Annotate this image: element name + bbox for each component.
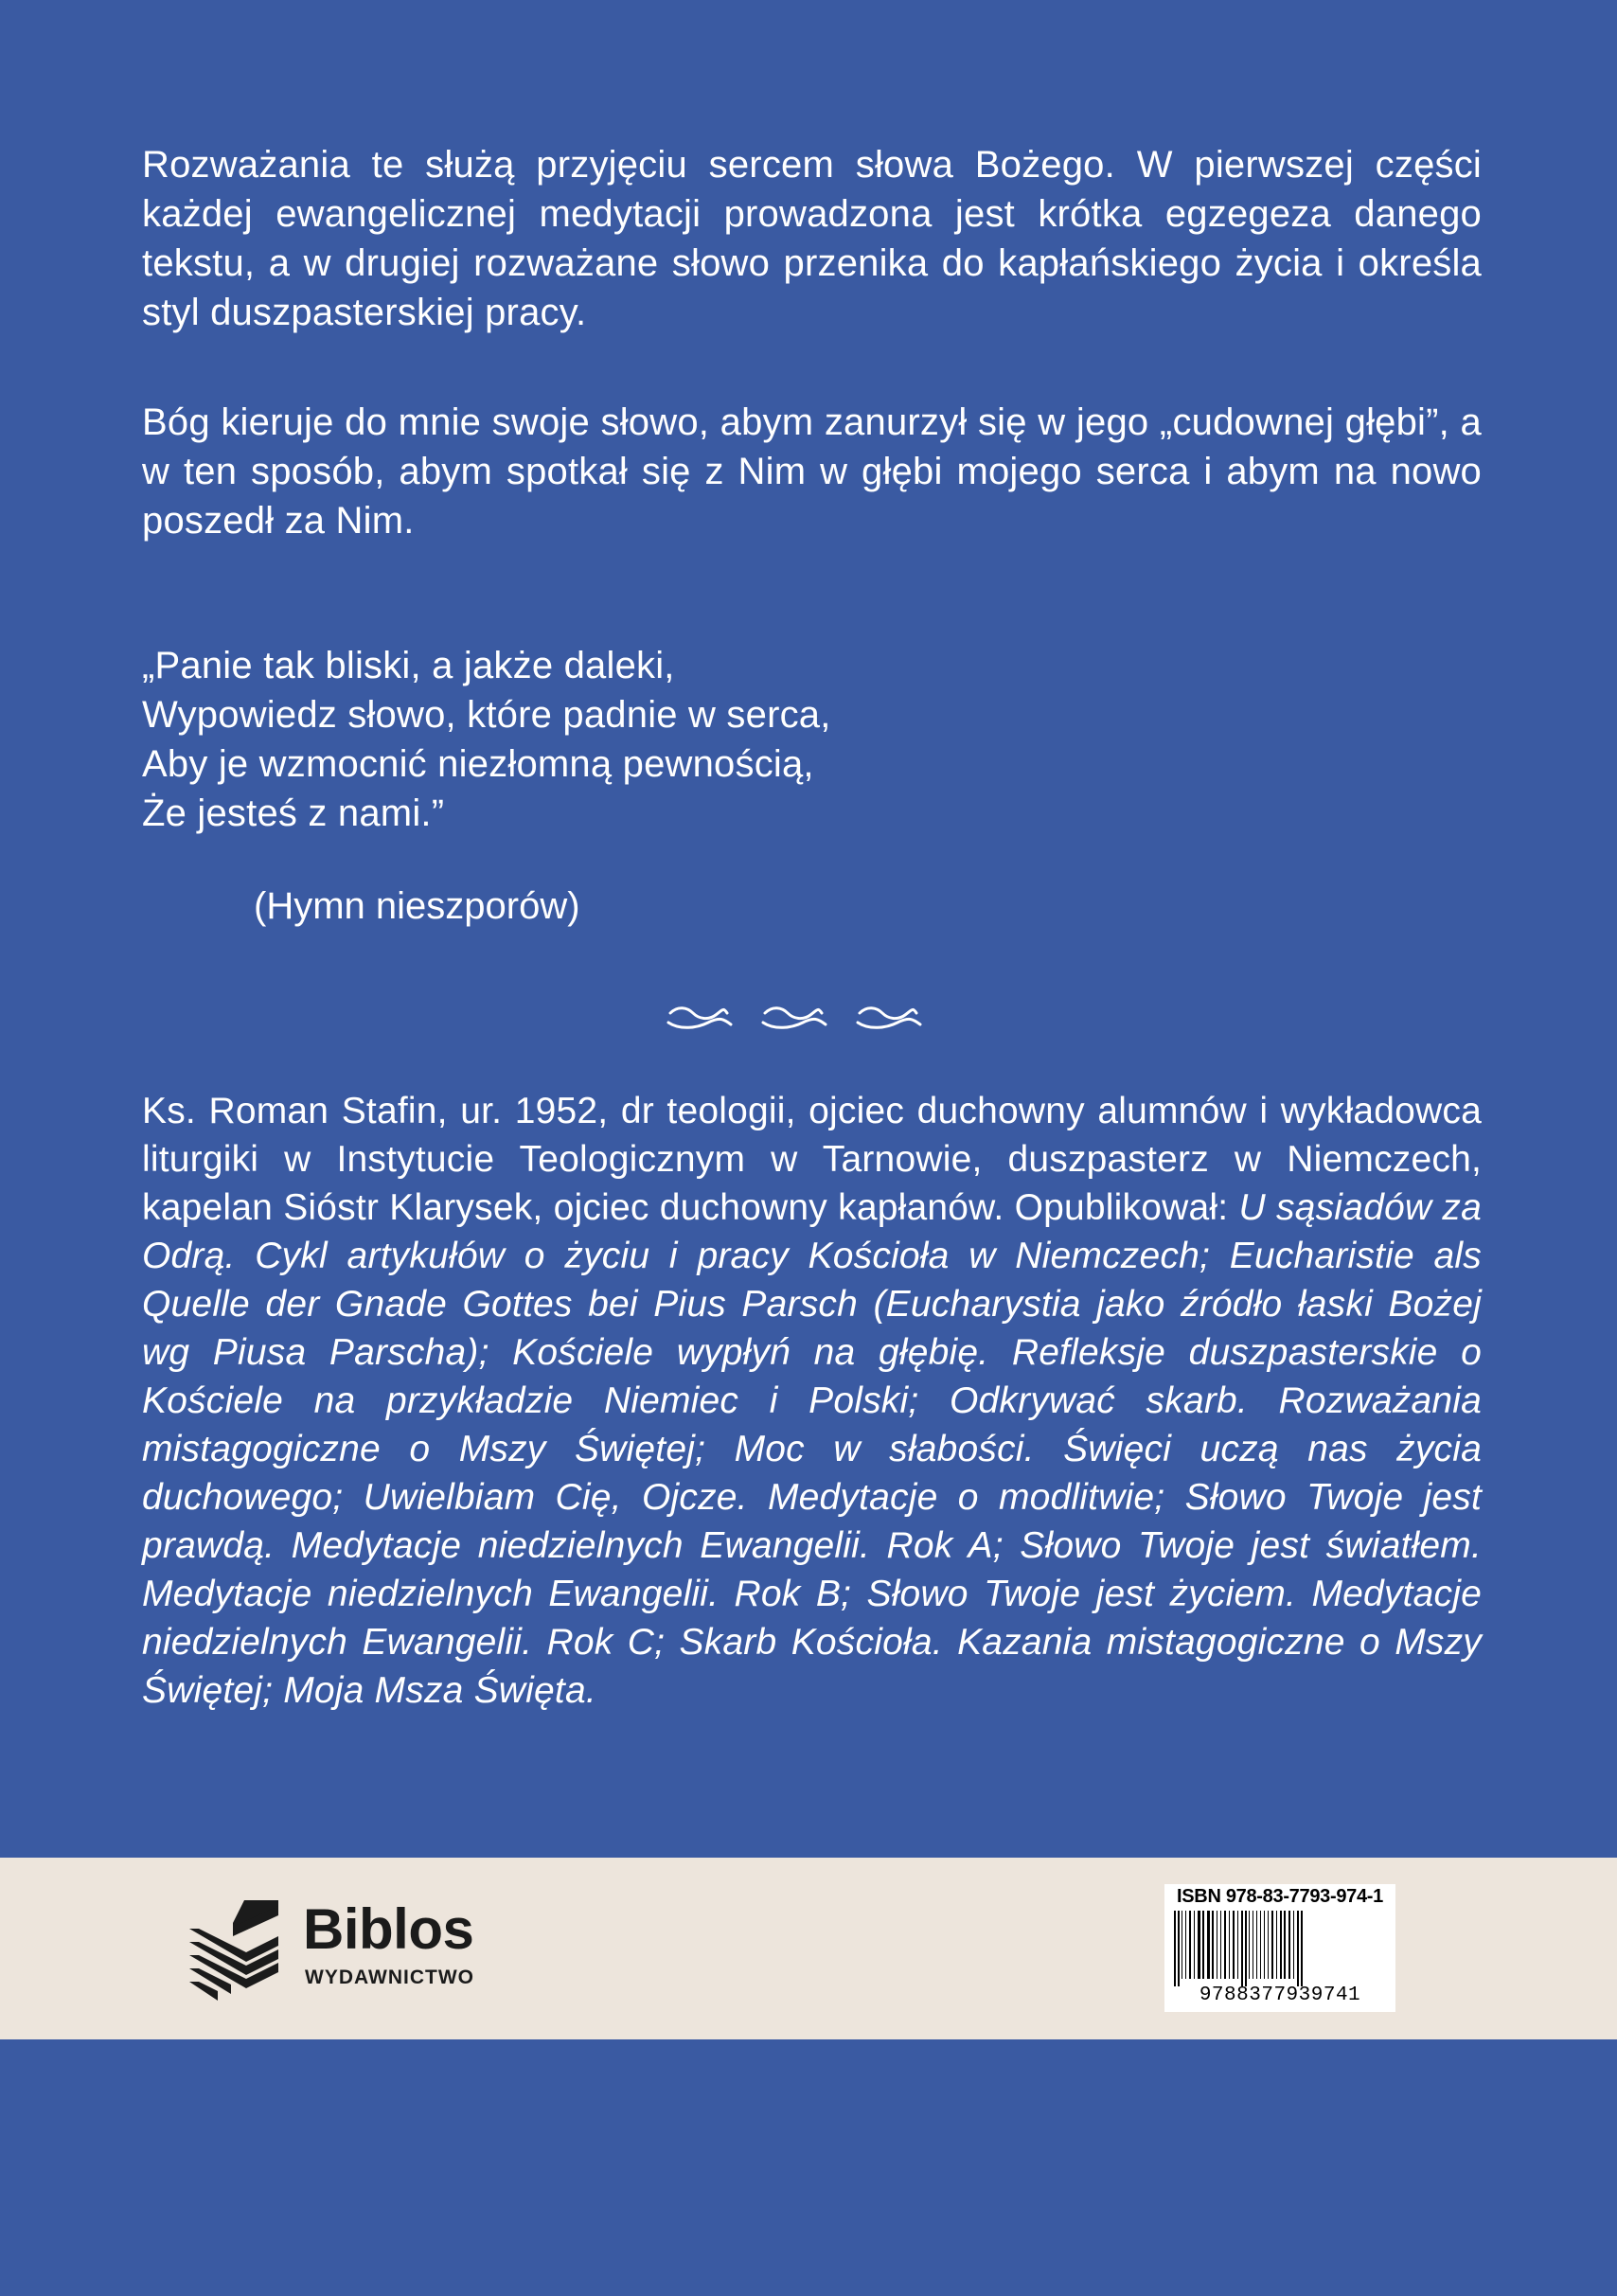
barcode-digits: 9788377939741 [1199,1985,1361,2006]
isbn-barcode [1164,1884,1395,2012]
publisher-subtitle: WYDAWNICTWO [305,1967,474,1988]
description-paragraph-1: Rozważania te służą przyjęciu sercem słowa Bożego. W pierwszej części każdej ewangelicznej medytacji prowadzona jest krótka egzegeza danego tekstu, a w drugiej rozważane słowo przenika do kapłańskiego życia i określa styl duszpasterskiej pracy. [142,144,1482,333]
publisher-name: Biblos [303,1897,474,1961]
quote-line-3: Aby je wzmocnić niezłomną pewnością, [142,743,814,785]
author-publications: U sąsiadów za Odrą. Cykl artykułów o życiu i pracy Kościoła w Niemczech; Eucharistie als Quelle der Gnade Gottes bei Pius Parsch (Eucharystia jako źródło łaski Bożej wg Piusa Parscha); Kościele wypłyń na głębię. Refleksje duszpasterskie o Kościele na przykładzie Niemiec i Polski; Odkrywać skarb. Rozważania mistagogiczne o Mszy Świętej; Moc w słabości. Święci uczą nas życia duchowego; Uwielbiam Cię, Ojcze. Medytacje o modlitwie; Słowo Twoje jest prawdą. Medytacje niedzielnych Ewangelii. Rok A; Słowo Twoje jest światłem. Medytacje niedzielnych Ewangelii. Rok B; Słowo Twoje jest życiem. Medytacje niedzielnych Ewangelii. Rok C; Skarb Kościoła. Kazania mistagogiczne o Mszy Świętej; Moja Msza Święta. [142,1187,1482,1711]
isbn-label: ISBN 978-83-7793-974-1 [1177,1886,1383,1907]
author-bio [142,1087,1482,1715]
barcode-bars [1172,1911,1388,1986]
publisher-footer [0,1858,1617,2039]
author-bio-intro: Ks. Roman Stafin, ur. 1952, dr teologii, ojciec duchowny alumnów i wykładowca liturgiki w Instytucie Teologicznym w Tarnowie, duszpasterz w Niemczech, kapelan Sióstr Klarysek, ojciec duchowny kapłanów. Opublikował: [142,1091,1482,1228]
quote-line-2: Wypowiedz słowo, które padnie w serca, [142,694,831,736]
description-paragraph-2: Bóg kieruje do mnie swoje słowo, abym zanurzył się w jego „cudownej głębi”, a w ten sposób, abym spotkał się z Nim w głębi mojego serca i abym na nowo poszedł za Nim. [142,401,1482,542]
quote-line-4: Że jesteś z nami.” [142,792,445,834]
biblos-stripes-logo-icon [189,1900,278,2002]
hymn-quote [142,641,1482,838]
quote-line-1: „Panie tak bliski, a jakże daleki, [142,645,675,686]
publisher-logo [189,1897,587,2004]
triple-wave-ornament-icon [665,1002,924,1034]
quote-attribution: (Hymn nieszporów) [254,885,580,927]
